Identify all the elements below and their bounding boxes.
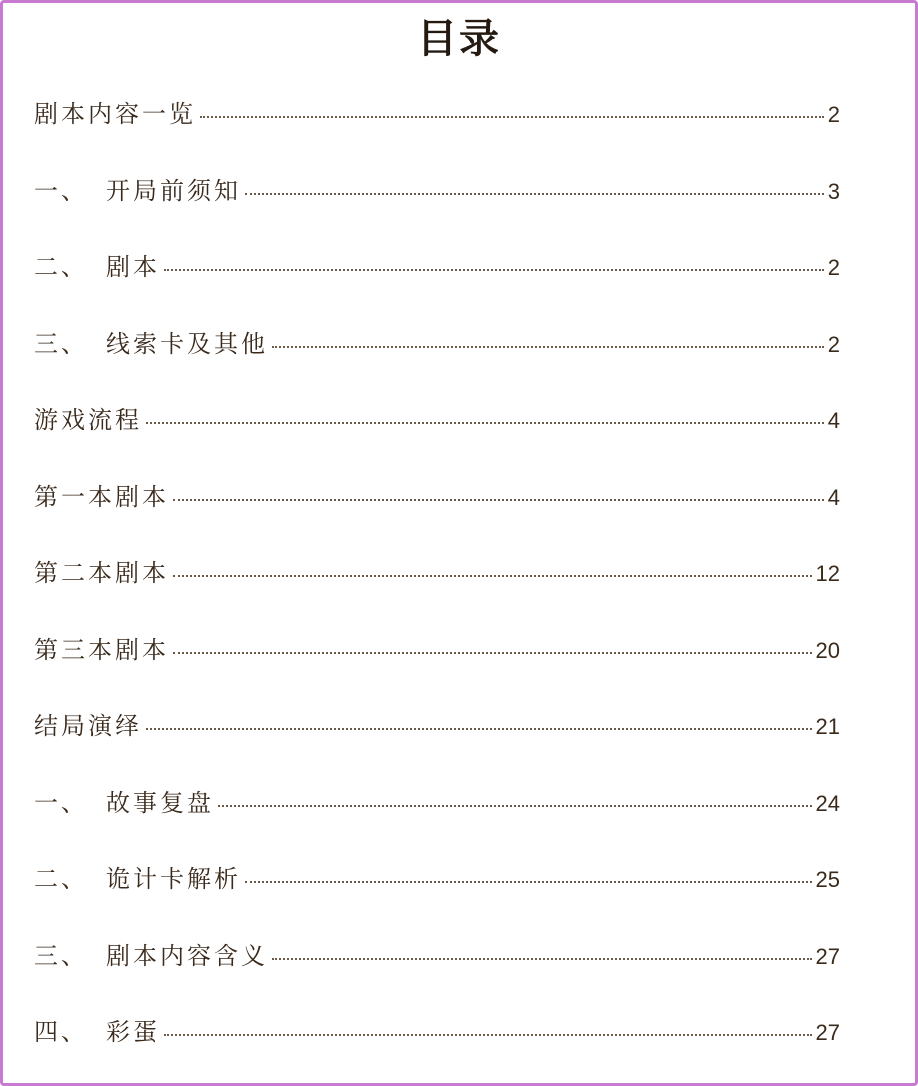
toc-entry[interactable] bbox=[34, 931, 840, 1008]
toc-entry-label: 彩蛋 bbox=[106, 1018, 160, 1046]
toc-entry-label: 开局前须知 bbox=[106, 176, 241, 205]
dot-leader bbox=[272, 958, 812, 960]
dot-leader bbox=[245, 193, 824, 195]
toc-entry-label: 剧本 bbox=[106, 253, 160, 281]
toc-entry[interactable] bbox=[34, 701, 840, 778]
toc-entry-page: 2 bbox=[827, 102, 840, 127]
toc-entry-page: 20 bbox=[815, 637, 840, 663]
toc-entry[interactable] bbox=[34, 319, 840, 396]
toc-entry-label: 第二本剧本 bbox=[34, 559, 169, 587]
toc-entry[interactable] bbox=[34, 395, 840, 472]
toc-entry-number: 四、 bbox=[34, 1018, 88, 1046]
toc-entry[interactable] bbox=[34, 548, 840, 625]
toc-entry-label: 结局演绎 bbox=[34, 712, 142, 740]
dot-leader bbox=[173, 575, 812, 577]
dot-leader bbox=[173, 652, 812, 654]
page-title: 目录 bbox=[417, 15, 501, 62]
toc-entry-label: 故事复盘 bbox=[106, 788, 214, 817]
toc-entry-page: 2 bbox=[827, 255, 840, 280]
toc-entry-page: 3 bbox=[827, 178, 840, 204]
toc-entry-page: 27 bbox=[815, 1020, 840, 1045]
toc-entry-number: 一、 bbox=[34, 176, 88, 205]
toc-entry[interactable] bbox=[34, 854, 840, 931]
toc-entry-label: 诡计卡解析 bbox=[106, 865, 241, 893]
toc-entry[interactable] bbox=[34, 625, 840, 702]
toc-entry-page: 21 bbox=[815, 714, 840, 739]
toc-entry-page: 27 bbox=[815, 943, 840, 969]
toc-entry-page: 24 bbox=[815, 790, 840, 816]
toc-entry-number: 二、 bbox=[34, 865, 88, 893]
toc-entry[interactable] bbox=[34, 166, 840, 243]
toc-entry[interactable] bbox=[34, 778, 840, 855]
dot-leader bbox=[245, 881, 812, 883]
toc-entry-number: 一、 bbox=[34, 788, 88, 817]
toc-entry[interactable] bbox=[34, 89, 840, 166]
toc-entry-number: 三、 bbox=[34, 329, 88, 358]
toc-entry-page: 4 bbox=[827, 408, 840, 433]
dot-leader bbox=[146, 422, 824, 424]
toc-entry-label: 剧本内容一览 bbox=[34, 100, 196, 128]
dot-leader bbox=[173, 499, 824, 501]
toc-entry-page: 12 bbox=[815, 561, 840, 586]
toc-entry-label: 第一本剧本 bbox=[34, 482, 169, 511]
dot-leader bbox=[200, 116, 824, 118]
toc-entry[interactable] bbox=[34, 242, 840, 319]
dot-leader bbox=[218, 805, 812, 807]
toc-entry-page: 4 bbox=[827, 484, 840, 510]
dot-leader bbox=[164, 1034, 812, 1036]
toc-entry-label: 剧本内容含义 bbox=[106, 941, 268, 970]
toc-entry-label: 第三本剧本 bbox=[34, 635, 169, 664]
toc-entry-page: 2 bbox=[827, 331, 840, 357]
toc-entry[interactable] bbox=[34, 472, 840, 549]
dot-leader bbox=[146, 728, 812, 730]
toc-entry-number: 三、 bbox=[34, 941, 88, 970]
table-of-contents bbox=[34, 89, 840, 1084]
dot-leader bbox=[164, 269, 824, 271]
toc-entry-page: 25 bbox=[815, 867, 840, 892]
dot-leader bbox=[272, 346, 824, 348]
toc-entry-number: 二、 bbox=[34, 253, 88, 281]
toc-entry-label: 线索卡及其他 bbox=[106, 329, 268, 358]
toc-entry-label: 游戏流程 bbox=[34, 406, 142, 434]
toc-entry[interactable] bbox=[34, 1007, 840, 1084]
